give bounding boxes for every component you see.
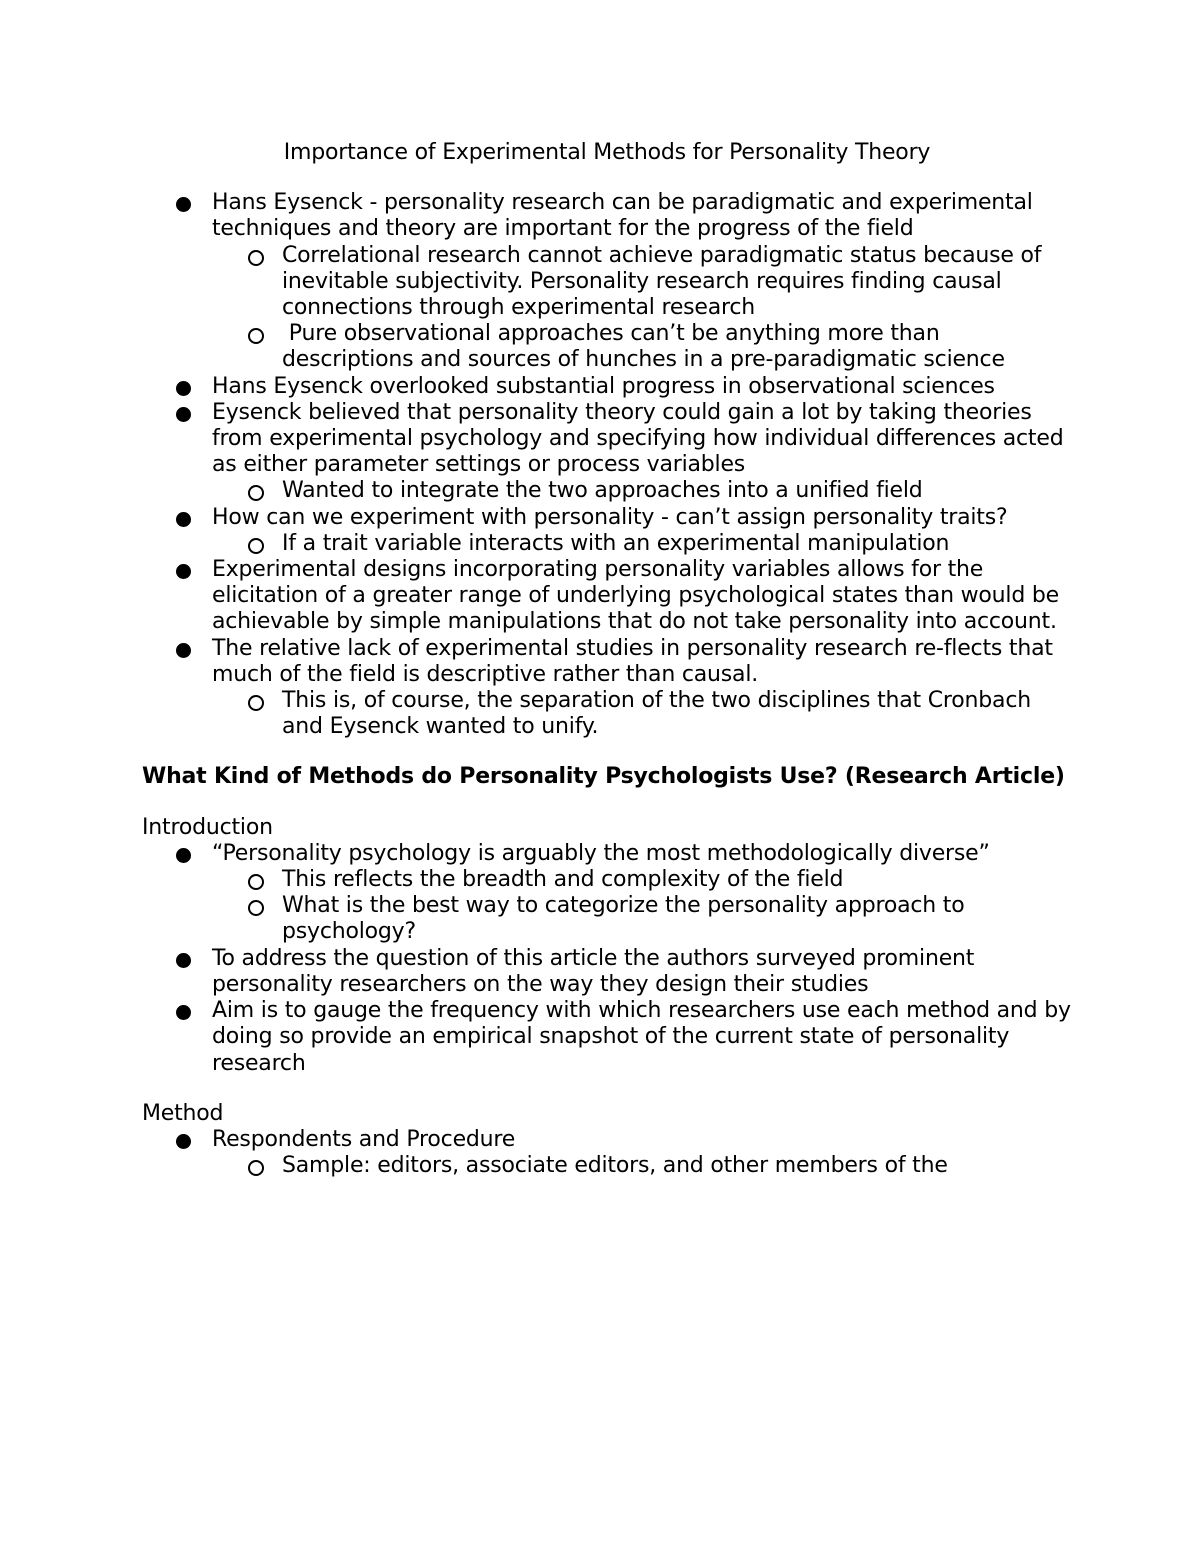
sub-list-item-text: This reflects the breadth and complexity of the field — [282, 867, 844, 893]
list-item — [142, 374, 1072, 400]
list-item-text: Respondents and Procedure — [212, 1126, 516, 1152]
list-item — [142, 636, 1072, 741]
sub-list — [212, 243, 1072, 374]
sub-list — [212, 1153, 1072, 1179]
list-item-text: Experimental designs incorporating personality variables allows for the elicitation of a greater range of underlying psychological states than would be achievable by simple manipulations that do not take personality into account. — [212, 557, 1059, 635]
sub-list — [212, 867, 1072, 946]
sub-list-item-text: This is, of course, the separation of the two disciplines that Cronbach and Eysenck wanted to unify. — [282, 688, 1031, 740]
sub-list-item — [212, 867, 1072, 893]
list-item — [142, 841, 1072, 946]
filled-bullet-icon — [176, 407, 191, 422]
hollow-bullet-icon — [248, 1160, 264, 1176]
introduction-heading: Introduction — [142, 814, 273, 840]
sub-list-item — [212, 688, 1072, 740]
sub-list-item — [212, 531, 1072, 557]
hollow-bullet-icon — [248, 900, 264, 916]
list-item — [142, 190, 1072, 373]
filled-bullet-icon — [176, 1134, 191, 1149]
sub-list-item-text: If a trait variable interacts with an experimental manipulation — [282, 530, 950, 556]
sub-list-item — [212, 478, 1072, 504]
hollow-bullet-icon — [248, 874, 264, 890]
sub-list-item — [212, 1153, 1072, 1179]
sub-list — [212, 478, 1072, 504]
sub-list-item — [212, 893, 1072, 945]
sub-list-item-text: Pure observational approaches can’t be anything more than descriptions and sources of hunches in a pre-paradigmatic science — [282, 321, 1005, 373]
sub-list-item-text: What is the best way to categorize the personality approach to psychology? — [282, 893, 965, 945]
filled-bullet-icon — [176, 1005, 191, 1020]
hollow-bullet-icon — [248, 328, 264, 344]
list-item-text: Eysenck believed that personality theory could gain a lot by taking theories from experimental psychology and specifying how individual differences acted as either parameter settings or process variables — [212, 399, 1064, 478]
sub-list-item-text: Wanted to integrate the two approaches into a unified field — [282, 478, 923, 504]
filled-bullet-icon — [176, 564, 191, 579]
list-item — [142, 1127, 1072, 1179]
sub-list — [212, 688, 1072, 740]
sub-list-item — [212, 243, 1072, 322]
filled-bullet-icon — [176, 848, 191, 863]
hollow-bullet-icon — [248, 695, 264, 711]
introduction-list — [142, 841, 1072, 1077]
list-item-text: How can we experiment with personality - can’t assign personality traits? — [212, 504, 1008, 530]
hollow-bullet-icon — [248, 538, 264, 554]
sub-list-item-text: Sample: editors, associate editors, and other members of the — [282, 1153, 948, 1179]
filled-bullet-icon — [176, 381, 191, 396]
document-content — [142, 140, 1072, 1179]
article-heading: What Kind of Methods do Personality Psychologists Use? (Research Article) — [142, 764, 1065, 790]
sub-list — [212, 531, 1072, 557]
hollow-bullet-icon — [248, 485, 264, 501]
hollow-bullet-icon — [248, 250, 264, 266]
list-item-text: Hans Eysenck - personality research can be paradigmatic and experimental techniques and theory are important for the progress of the field — [212, 190, 1033, 242]
list-item — [142, 400, 1072, 505]
document-title: Importance of Experimental Methods for Personality Theory — [283, 140, 931, 165]
filled-bullet-icon — [176, 643, 191, 658]
list-item-text: “Personality psychology is arguably the most methodologically diverse” — [212, 840, 990, 866]
list-item-text: Aim is to gauge the frequency with which researchers use each method and by doing so provide an empirical snapshot of the current state of personality research — [212, 998, 1071, 1076]
list-item — [142, 946, 1072, 998]
method-list — [142, 1127, 1072, 1179]
filled-bullet-icon — [176, 512, 191, 527]
sub-list-item-text: Correlational research cannot achieve paradigmatic status because of inevitable subjectivity. Personality research requires finding causal connections through experimental research — [282, 242, 1042, 321]
section1-list — [142, 190, 1072, 740]
list-item — [142, 557, 1072, 636]
filled-bullet-icon — [176, 197, 191, 212]
list-item — [142, 998, 1072, 1077]
method-heading: Method — [142, 1100, 224, 1126]
list-item-text: The relative lack of experimental studies in personality research re-flects that much of the field is descriptive rather than causal. — [212, 635, 1053, 687]
sub-list-item — [212, 321, 1072, 373]
list-item — [142, 505, 1072, 557]
list-item-text: Hans Eysenck overlooked substantial progress in observational sciences — [212, 373, 995, 399]
filled-bullet-icon — [176, 953, 191, 968]
list-item-text: To address the question of this article the authors surveyed prominent personality researchers on the way they design their studies — [212, 945, 975, 997]
